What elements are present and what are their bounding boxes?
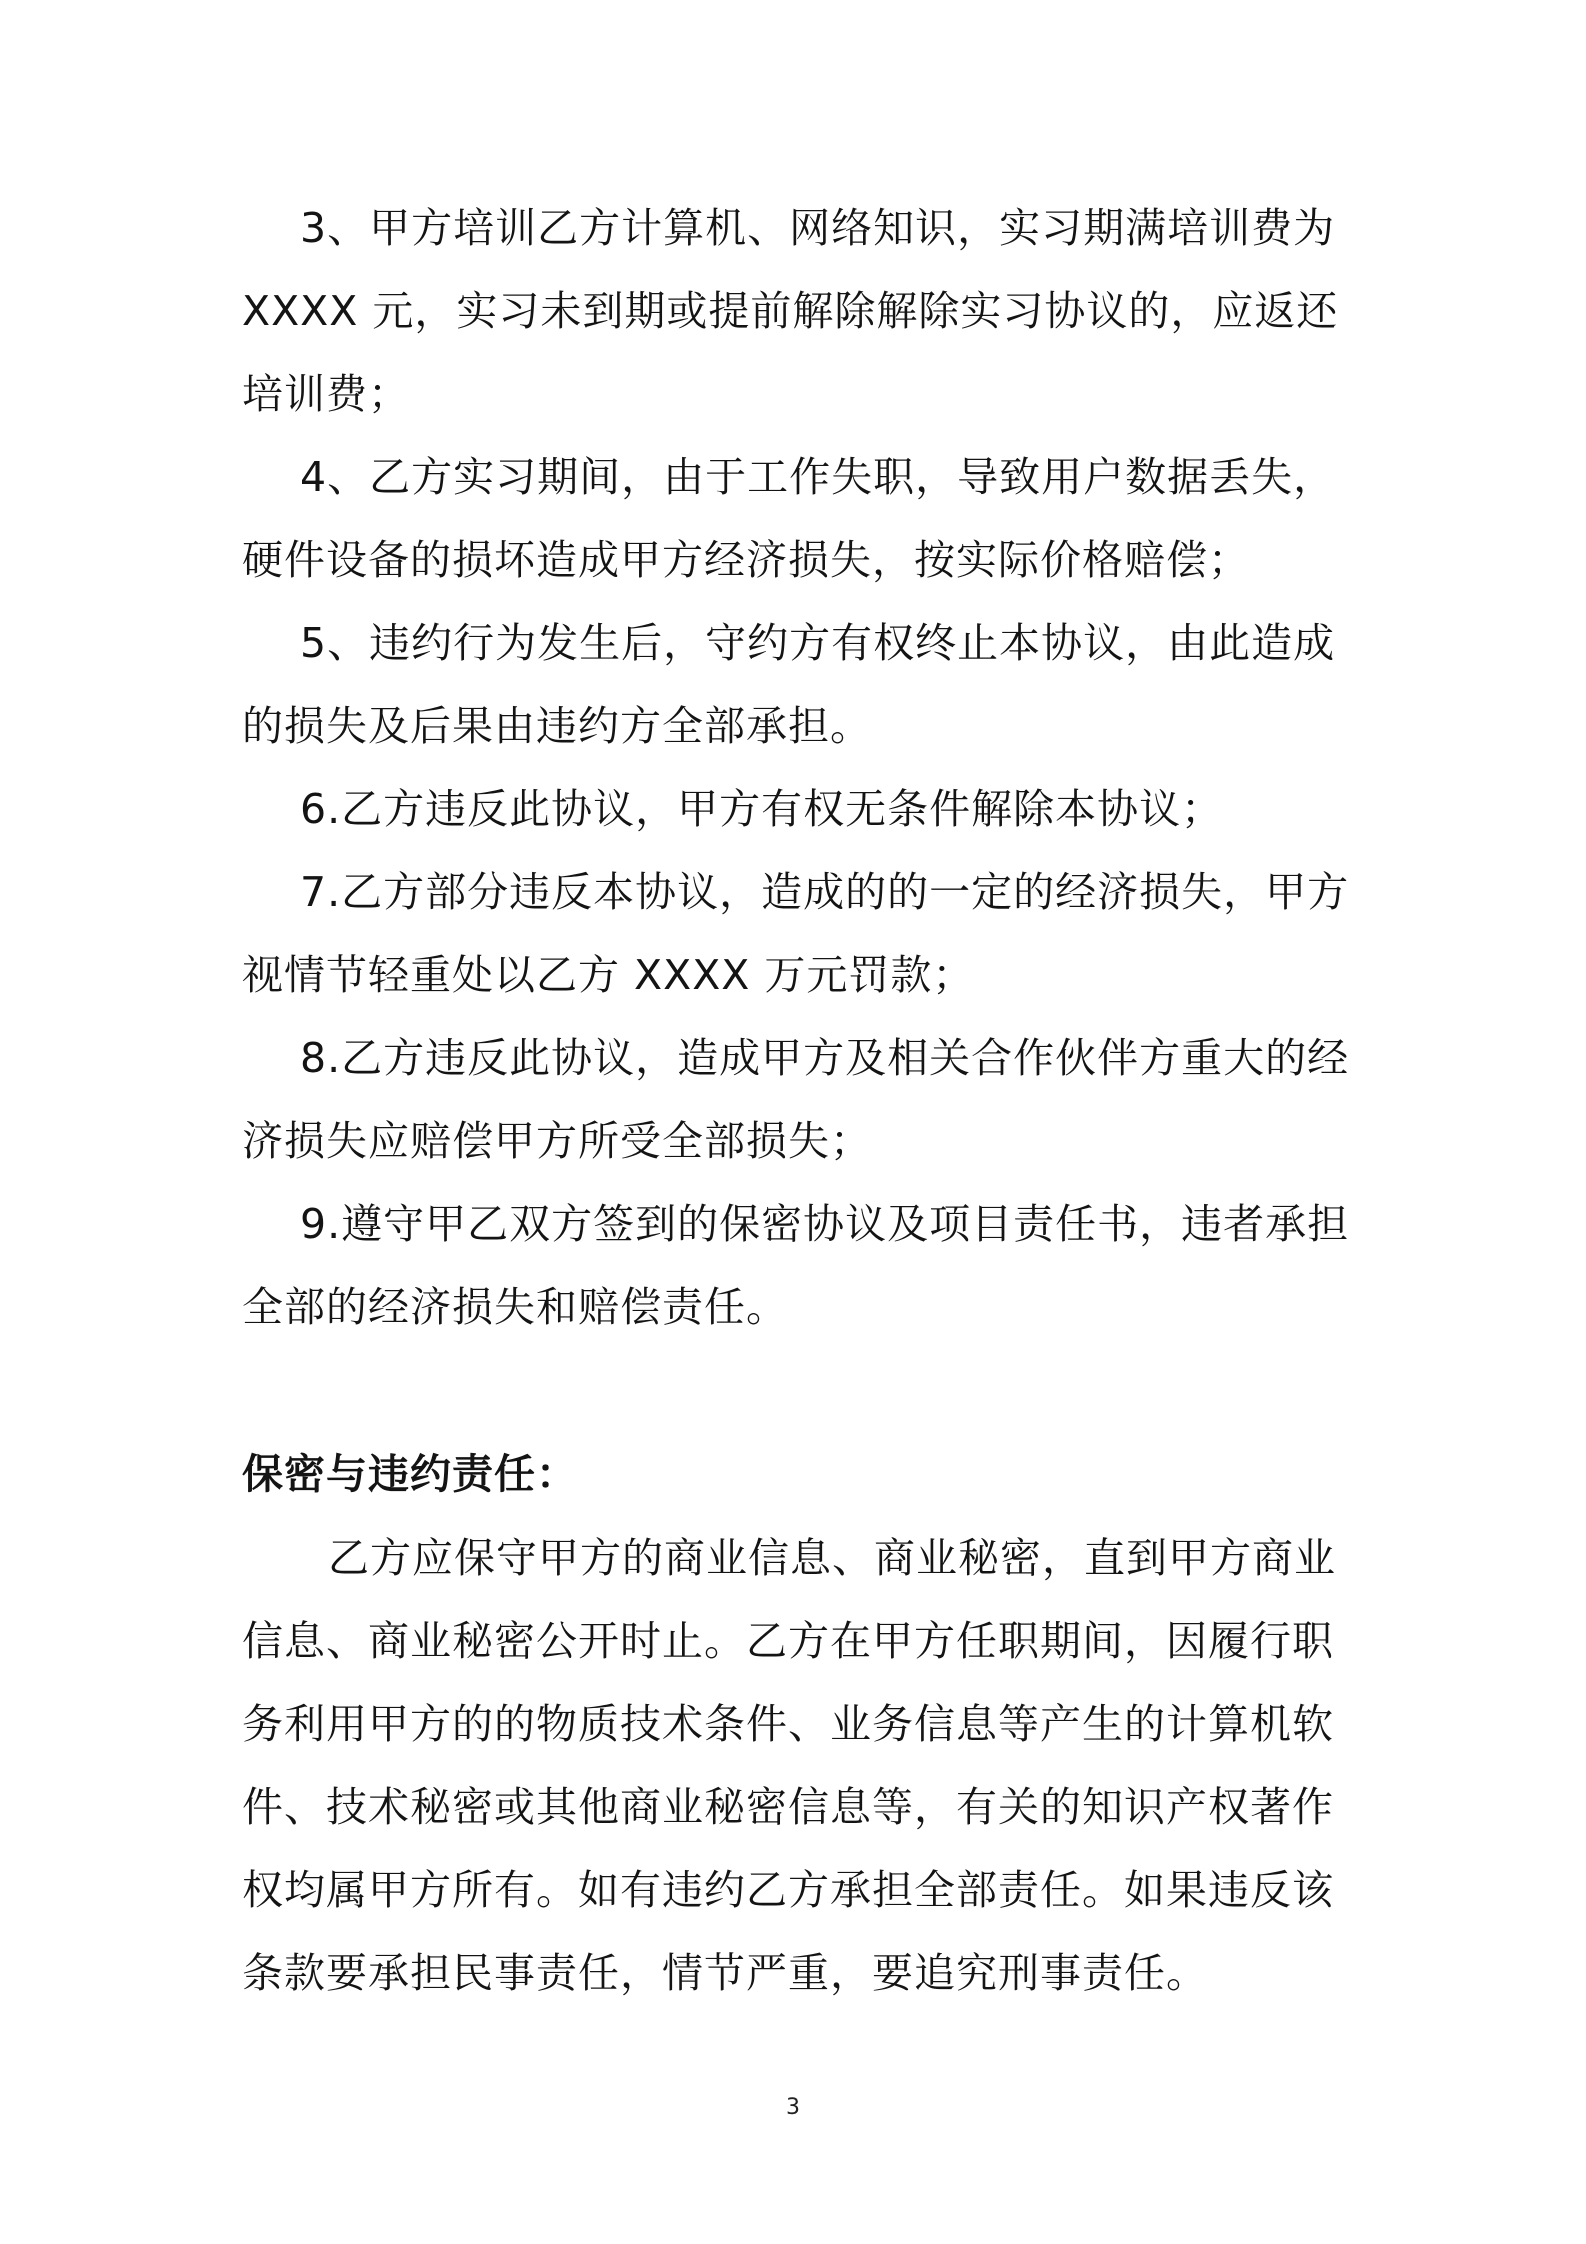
clause-8-line-1: 8.乙方违反此协议，造成甲方及相关合作伙伴方重大的经 xyxy=(300,1034,1350,1082)
clause-5-line-1: 5、违约行为发生后，守约方有权终止本协议，由此造成 xyxy=(300,619,1336,667)
section-body-line-5: 权均属甲方所有。如有违约乙方承担全部责任。如果违反该 xyxy=(242,1866,1334,1914)
clause-7-line-2: 视情节轻重处以乙方 XXXX 万元罚款； xyxy=(242,951,975,999)
section-body-line-1: 乙方应保守甲方的商业信息、商业秘密，直到甲方商业 xyxy=(328,1534,1336,1582)
section-body-line-2: 信息、商业秘密公开时止。乙方在甲方任职期间，因履行职 xyxy=(242,1617,1334,1665)
section-body-line-4: 件、技术秘密或其他商业秘密信息等，有关的知识产权著作 xyxy=(242,1783,1334,1831)
section-body-line-3: 务利用甲方的的物质技术条件、业务信息等产生的计算机软 xyxy=(242,1700,1334,1748)
clause-3-line-2: XXXX 元，实习未到期或提前解除解除实习协议的，应返还 xyxy=(242,287,1339,335)
section-body-line-6: 条款要承担民事责任，情节严重，要追究刑事责任。 xyxy=(242,1949,1208,1997)
clause-7-line-1: 7.乙方部分违反本协议，造成的的一定的经济损失，甲方 xyxy=(300,868,1350,916)
clause-6-line-1: 6.乙方违反此协议，甲方有权无条件解除本协议； xyxy=(300,785,1224,833)
section-heading: 保密与违约责任： xyxy=(242,1450,578,1498)
clause-3-line-3: 培训费； xyxy=(242,370,410,418)
clause-3-line-1: 3、甲方培训乙方计算机、网络知识，实习期满培训费为 xyxy=(300,204,1336,252)
page-number: 3 xyxy=(786,2095,800,2120)
clause-4-line-1: 4、乙方实习期间，由于工作失职，导致用户数据丢失， xyxy=(300,453,1336,501)
clause-8-line-2: 济损失应赔偿甲方所受全部损失； xyxy=(242,1117,872,1165)
clause-4-line-2: 硬件设备的损坏造成甲方经济损失，按实际价格赔偿； xyxy=(242,536,1250,584)
clause-9-line-2: 全部的经济损失和赔偿责任。 xyxy=(242,1283,788,1331)
clause-9-line-1: 9.遵守甲乙双方签到的保密协议及项目责任书，违者承担 xyxy=(300,1200,1350,1248)
clause-5-line-2: 的损失及后果由违约方全部承担。 xyxy=(242,702,872,750)
